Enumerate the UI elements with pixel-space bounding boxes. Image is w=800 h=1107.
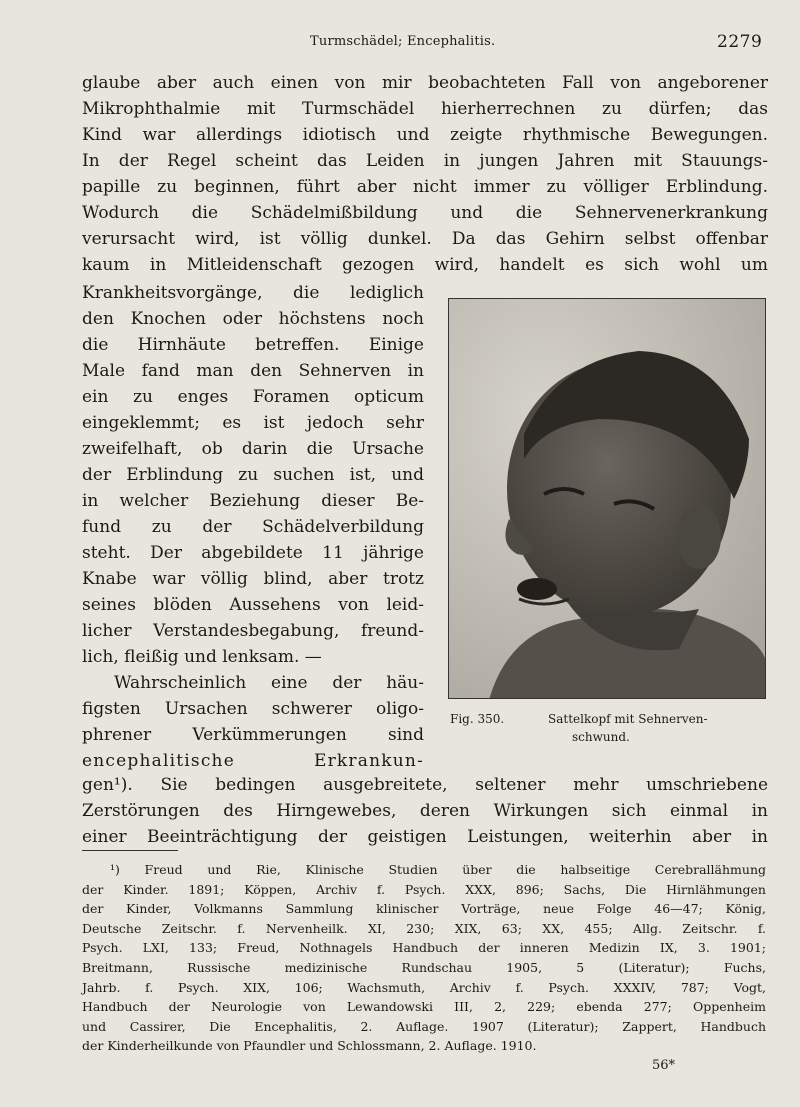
figure-caption: schwund. — [572, 730, 630, 744]
signature-mark: 56* — [652, 1058, 676, 1073]
portrait-photograph-drawing — [449, 299, 766, 699]
body-line: Wahrscheinlich eine der häu- — [114, 673, 424, 693]
body-line: den Knochen oder höchstens noch — [82, 309, 424, 329]
footnote-line: Jahrb. f. Psych. XIX, 106; Wachsmuth, Archiv f. Psych. XXXIV, 787; Vogt, — [82, 980, 766, 995]
body-line: die Hirnhäute betreffen. Einige — [82, 335, 424, 355]
body-line: Zerstörungen des Hirngewebes, deren Wirkungen sich einmal in — [82, 801, 768, 821]
body-line: in welcher Beziehung dieser Be- — [82, 491, 424, 511]
body-line: eingeklemmt; es ist jedoch sehr — [82, 413, 424, 433]
body-line: licher Verstandesbegabung, freund- — [82, 621, 424, 641]
body-line: lich, fleißig und lenksam. — — [82, 647, 322, 667]
body-line: steht. Der abgebildete 11 jährige — [82, 543, 424, 563]
footnote-rule — [82, 850, 178, 851]
body-line: kaum in Mitleidenschaft gezogen wird, handelt es sich wohl um — [82, 255, 768, 275]
figure-label: Fig. 350. — [450, 712, 505, 726]
footnote-line: und Cassirer, Die Encephalitis, 2. Auflage. 1907 (Literatur); Zappert, Handbuch — [82, 1019, 766, 1034]
body-line: Knabe war völlig blind, aber trotz — [82, 569, 424, 589]
body-line: In der Regel scheint das Leiden in jungen Jahren mit Stauungs- — [82, 151, 768, 171]
body-line: ein zu enges Foramen opticum — [82, 387, 424, 407]
body-line: Wodurch die Schädelmißbildung und die Sehnervenerkrankung — [82, 203, 768, 223]
figure-caption: Sattelkopf mit Sehnerven- — [548, 712, 708, 726]
body-line: zweifelhaft, ob darin die Ursache — [82, 439, 424, 459]
portrait-photograph — [448, 298, 766, 699]
footnote-line: der Kinderheilkunde von Pfaundler und Schlossmann, 2. Auflage. 1910. — [82, 1038, 537, 1053]
body-line: figsten Ursachen schwerer oligo- — [82, 699, 424, 719]
body-line: Krankheitsvorgänge, die lediglich — [82, 283, 424, 303]
body-line: einer Beeinträchtigung der geistigen Leistungen, weiterhin aber in — [82, 827, 768, 847]
body-line: der Erblindung zu suchen ist, und — [82, 465, 424, 485]
footnote-line: Breitmann, Russische medizinische Rundschau 1905, 5 (Literatur); Fuchs, — [82, 960, 766, 975]
body-line: verursacht wird, ist völlig dunkel. Da das Gehirn selbst offenbar — [82, 229, 768, 249]
body-line: papille zu beginnen, führt aber nicht immer zu völliger Erblindung. — [82, 177, 768, 197]
body-line: Male fand man den Sehnerven in — [82, 361, 424, 381]
body-line: Mikrophthalmie mit Turmschädel hierherrechnen zu dürfen; das — [82, 99, 768, 119]
body-line: Kind war allerdings idiotisch und zeigte rhythmische Bewegungen. — [82, 125, 768, 145]
running-head: Turmschädel; Encephalitis. — [310, 34, 496, 49]
footnote-line: Deutsche Zeitschr. f. Nervenheilk. XI, 230; XIX, 63; XX, 455; Allg. Zeitschr. f. — [82, 921, 766, 936]
footnote-line: der Kinder, Volkmanns Sammlung klinischer Vorträge, neue Folge 46—47; König, — [82, 901, 766, 916]
footnote-line: Handbuch der Neurologie von Lewandowski III, 2, 229; ebenda 277; Oppenheim — [82, 999, 766, 1014]
body-line: glaube aber auch einen von mir beobachteten Fall von angeborener — [82, 73, 768, 93]
body-line: seines blöden Aussehens von leid- — [82, 595, 424, 615]
footnote-line: Psych. LXI, 133; Freud, Nothnagels Handbuch der inneren Medizin IX, 3. 1901; — [82, 940, 766, 955]
footnote-line: der Kinder. 1891; Köppen, Archiv f. Psych. XXX, 896; Sachs, Die Hirnlähmungen — [82, 882, 766, 897]
body-line: encephalitische Erkrankun- — [82, 751, 424, 771]
page-number: 2279 — [717, 32, 763, 52]
body-line: gen¹). Sie bedingen ausgebreitete, seltener mehr umschriebene — [82, 775, 768, 795]
body-line: phrener Verkümmerungen sind — [82, 725, 424, 745]
body-line: fund zu der Schädelverbildung — [82, 517, 424, 537]
footnote-line: ¹) Freud und Rie, Klinische Studien über die halbseitige Cerebrallähmung — [110, 862, 766, 877]
